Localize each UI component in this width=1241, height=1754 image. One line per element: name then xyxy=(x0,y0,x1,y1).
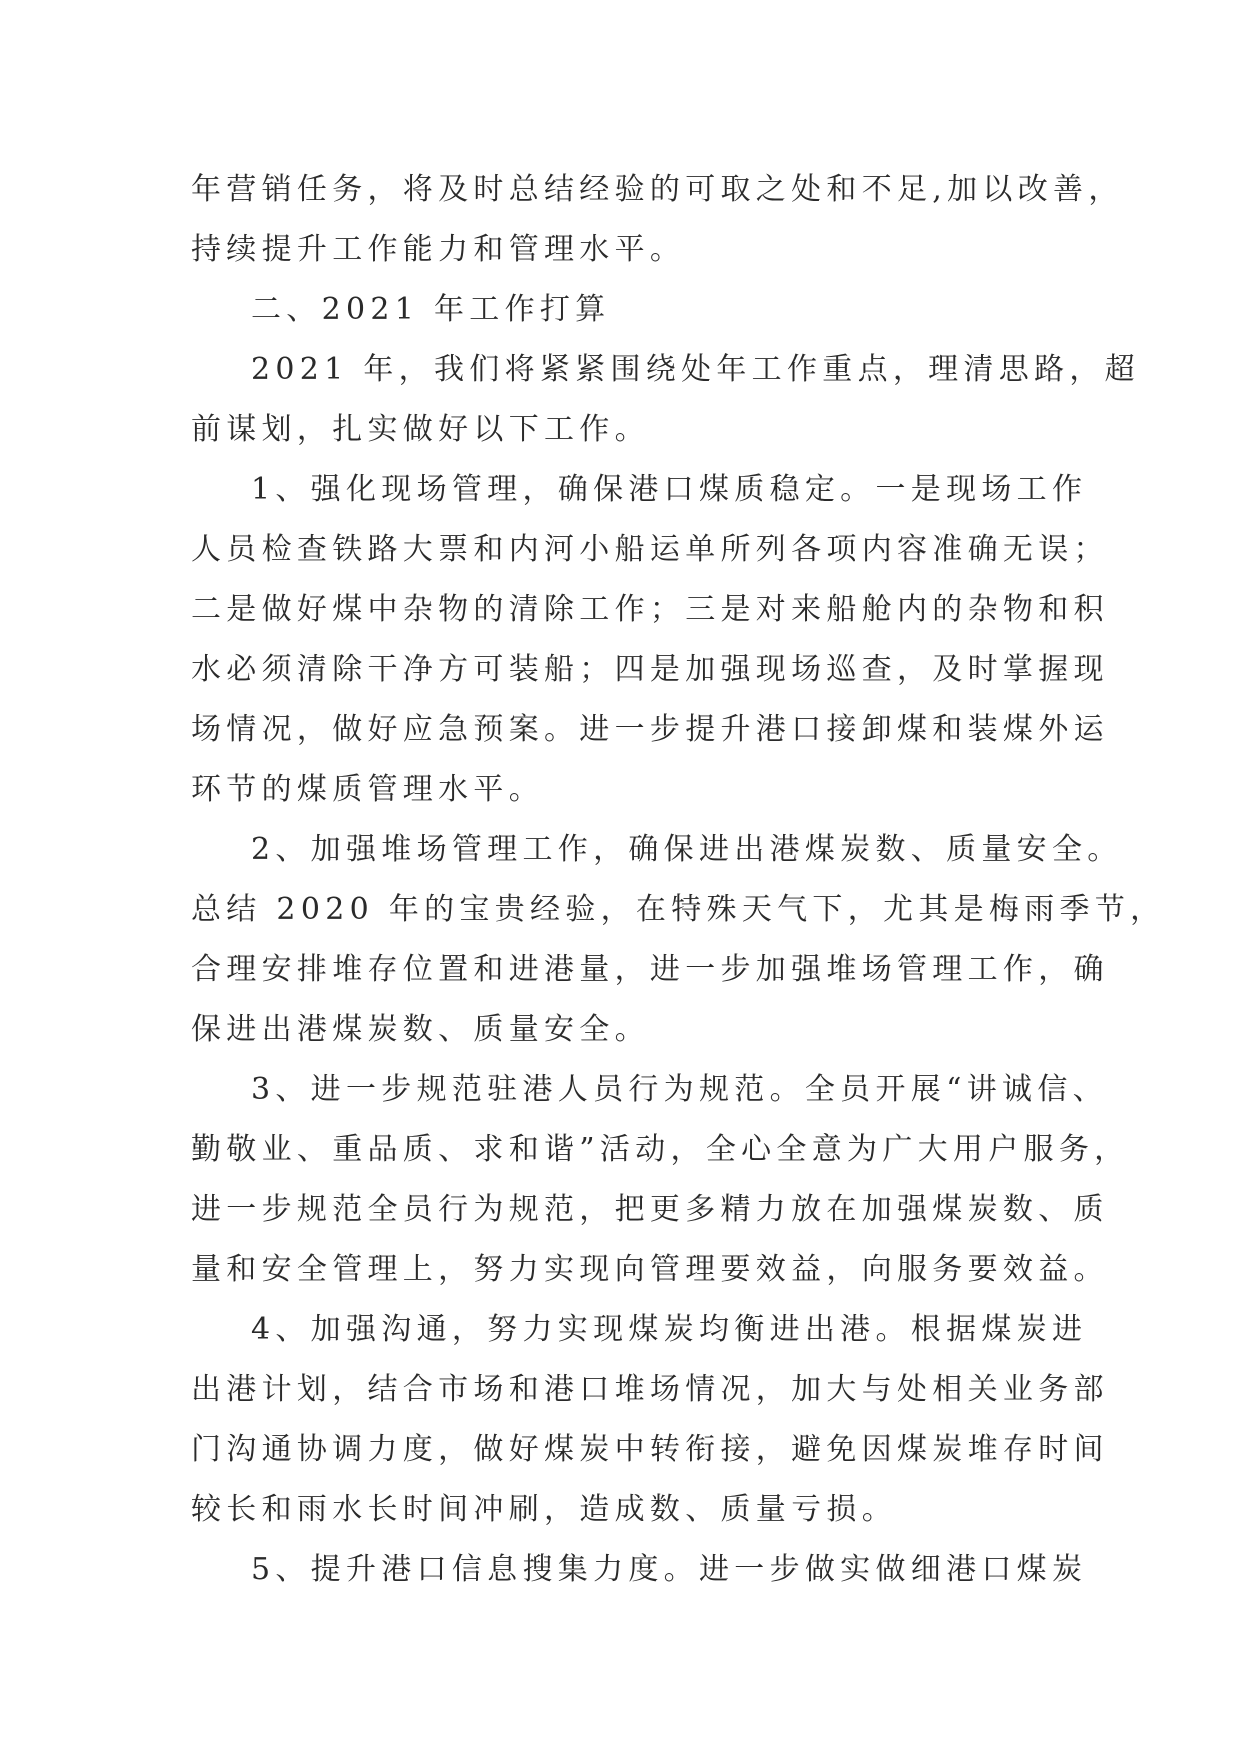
text-line: 二是做好煤中杂物的清除工作；三是对来船舱内的杂物和积 xyxy=(191,592,1109,627)
text-line: 较长和雨水长时间冲刷，造成数、质量亏损。 xyxy=(191,1492,897,1527)
text-line: 出港计划，结合市场和港口堆场情况，加大与处相关业务部 xyxy=(191,1372,1109,1407)
text-line: 总结 2020 年的宝贵经验，在特殊天气下，尤其是梅雨季节， xyxy=(191,892,1166,927)
text-line: 保进出港煤炭数、质量安全。 xyxy=(191,1012,650,1047)
text-line: 前谋划，扎实做好以下工作。 xyxy=(191,412,650,447)
section-heading: 二、2021 年工作打算 xyxy=(251,292,611,327)
text-line: 2021 年，我们将紧紧围绕处年工作重点，理清思路，超 xyxy=(251,352,1140,387)
text-line: 环节的煤质管理水平。 xyxy=(191,772,544,807)
text-line: 勤敬业、重品质、求和谐”活动，全心全意为广大用户服务， xyxy=(191,1132,1130,1167)
text-line: 1、强化现场管理，确保港口煤质稳定。一是现场工作 xyxy=(251,472,1088,507)
text-line: 水必须清除干净方可装船；四是加强现场巡查，及时掌握现 xyxy=(191,652,1109,687)
text-line: 场情况，做好应急预案。进一步提升港口接卸煤和装煤外运 xyxy=(191,712,1109,747)
text-line: 量和安全管理上，努力实现向管理要效益，向服务要效益。 xyxy=(191,1252,1109,1287)
text-line: 合理安排堆存位置和进港量，进一步加强堆场管理工作，确 xyxy=(191,952,1109,987)
text-line: 人员检查铁路大票和内河小船运单所列各项内容准确无误； xyxy=(191,532,1109,567)
text-line: 进一步规范全员行为规范，把更多精力放在加强煤炭数、质 xyxy=(191,1192,1109,1227)
text-line: 3、进一步规范驻港人员行为规范。全员开展“讲诚信、 xyxy=(251,1072,1108,1107)
text-line: 2、加强堆场管理工作，确保进出港煤炭数、质量安全。 xyxy=(251,832,1123,867)
text-line: 5、提升港口信息搜集力度。进一步做实做细港口煤炭 xyxy=(251,1552,1088,1587)
text-line: 4、加强沟通，努力实现煤炭均衡进出港。根据煤炭进 xyxy=(251,1312,1088,1347)
text-line: 年营销任务，将及时总结经验的可取之处和不足,加以改善， xyxy=(191,172,1124,207)
text-line: 门沟通协调力度，做好煤炭中转衔接，避免因煤炭堆存时间 xyxy=(191,1432,1109,1467)
document-body xyxy=(191,160,1166,1600)
text-line: 持续提升工作能力和管理水平。 xyxy=(191,232,686,267)
